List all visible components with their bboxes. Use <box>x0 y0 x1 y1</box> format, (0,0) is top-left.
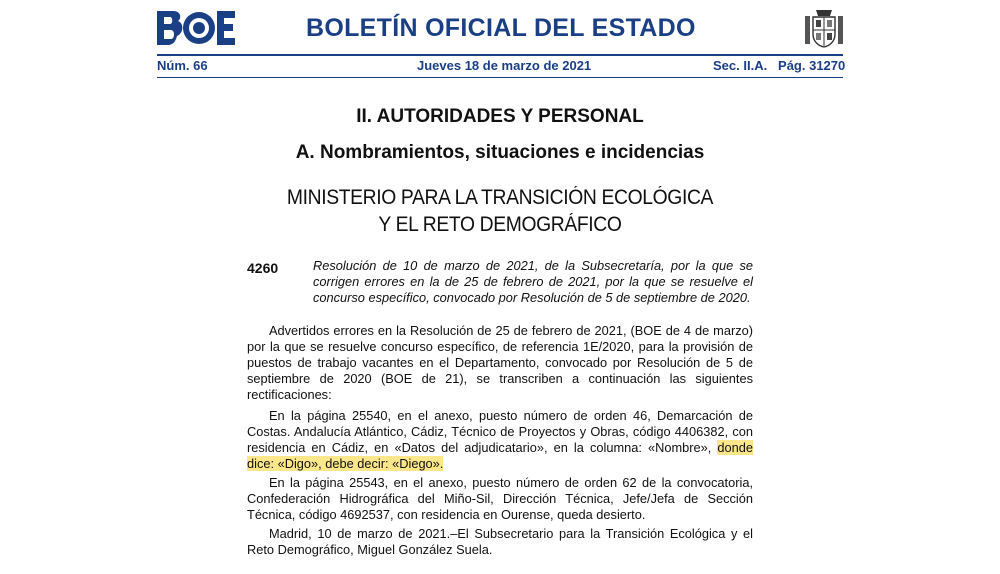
ministry-heading-line1: MINISTERIO PARA LA TRANSICIÓN ECOLÓGICA <box>286 186 714 209</box>
resolution-summary: Resolución de 10 de marzo de 2021, de la Subsecretaría, por la que se corrigen errores en la de 25 de febrero de 2021, por la que se resuelve el concurso específico, convocado por Resolución de 5 de septiembre de 2020. <box>313 258 753 305</box>
section-heading: II. AUTORIDADES Y PERSONAL <box>356 106 644 127</box>
body-paragraph-2 <box>247 408 753 472</box>
boe-logo-icon <box>157 11 235 45</box>
body-paragraph-3: En la página 25543, en el anexo, puesto número de orden 62 de la convocatoria, Confederación Hidrográfica del Miño-Sil, Dirección Técnica, Jefe/Jefa de Sección Técnica, código 4692537, con residencia en Ourense, queda desierto. <box>247 475 753 522</box>
coat-of-arms-icon <box>804 6 844 50</box>
subsection-heading: A. Nombramientos, situaciones e incidencias <box>295 142 705 163</box>
highlighted-correction: donde dice: «Digo», debe decir: «Diego». <box>247 440 753 471</box>
issue-date: Jueves 18 de marzo de 2021 <box>417 58 592 73</box>
signature-paragraph: Madrid, 10 de marzo de 2021.–El Subsecretario para la Transición Ecológica y el Reto Demográfico, Miguel González Suela. <box>247 526 753 557</box>
boe-logo <box>157 11 235 45</box>
section-page: Sec. II.A. Pág. 31270 <box>713 58 846 73</box>
issue-number: Núm. 66 <box>157 58 208 73</box>
ministry-heading-line2: Y EL RETO DEMOGRÁFICO <box>378 213 622 236</box>
paragraph-2-text: En la página 25540, en el anexo, puesto número de orden 46, Demarcación de Costas. Andalucía Atlántico, Cádiz, Técnico de Proyectos y Obras, código 4406382, con residencia en Cádiz, en «Datos del adjudicatario», en la columna: «Nombre», <box>247 408 753 455</box>
body-paragraph-1: Advertidos errores en la Resolución de 25 de febrero de 2021, (BOE de 4 de marzo) por la que se resuelve concurso específico, de referencia 1E/2020, para la provisión de puestos de trabajo vacantes en el Departamento, convocado por Resolución de 5 de septiembre de 2020 (BOE de 21), se transcriben a continuación las siguientes rectificaciones: <box>247 323 753 402</box>
bulletin-title: BOLETÍN OFICIAL DEL ESTADO <box>306 14 696 42</box>
header-rule <box>157 54 843 56</box>
resolution-number: 4260 <box>247 260 279 276</box>
header-rule-bottom <box>157 77 843 78</box>
